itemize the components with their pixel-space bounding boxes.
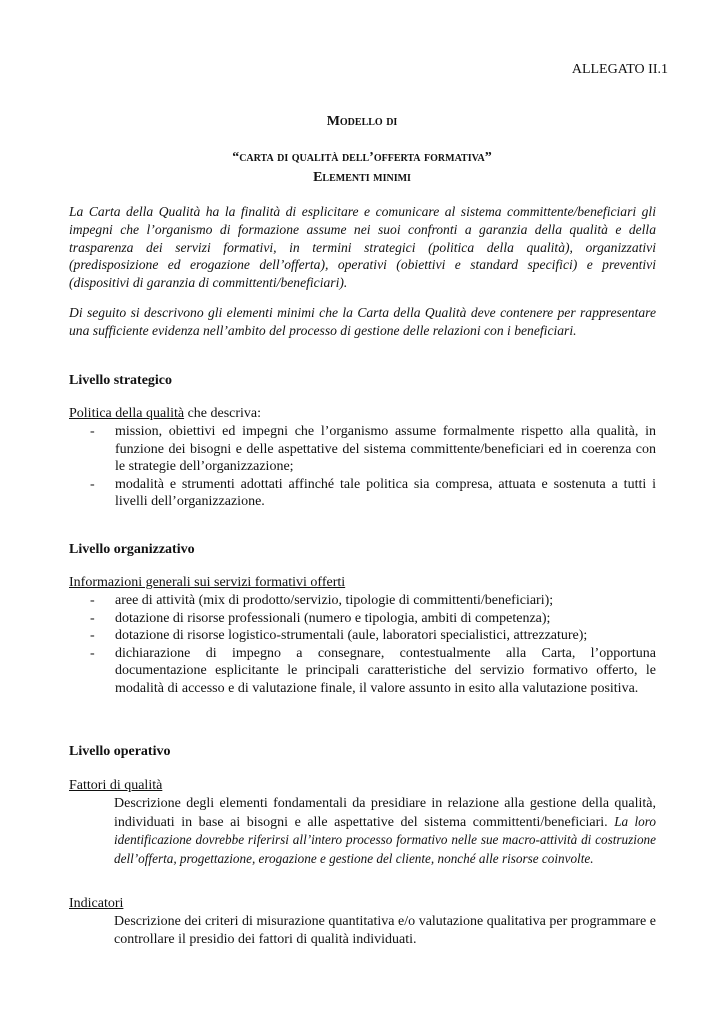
section-heading-operativo: Livello operativo [69,744,171,759]
organizzativo-list [69,592,656,698]
fattori-text: Descrizione degli elementi fondamentali da presidiare in relazione alla gestione della qualità, individuati in base ai bisogni e alle aspettative del sistema committenti/beneficiari. [114,796,656,830]
subsection-politica-rest: che descriva: [184,406,262,421]
subsection-informazioni: Informazioni generali sui servizi formativi offerti [69,575,346,590]
list-item: - dotazione di risorse logistico-strumentali (aule, laboratori specialistici, attrezzature); [69,627,656,645]
title-line-2: “carta di qualità dell’offerta formativa” [232,150,492,165]
list-item: - mission, obiettivi ed impegni che l’organismo assume formalmente rispetto alla qualità, in funzione dei bisogni e delle aspettative del sistema committente/beneficiari ed in coerenza con le strategie dell’organizzazione; [69,423,656,476]
intro-paragraph-2: Di seguito si descrivono gli elementi minimi che la Carta della Qualità deve contenere per rappresentare una sufficiente evidenza nell’ambito del processo di gestione delle relazioni con i beneficiari. [69,305,656,338]
strategico-list [69,423,656,511]
subsection-politica [69,406,261,422]
list-item: - dotazione di risorse professionali (numero e tipologia, ambiti di competenza); [69,610,656,628]
list-item: - dichiarazione di impegno a consegnare, contestualmente alla Carta, l’opportuna documentazione esplicitante le principali caratteristiche del servizio formativo offerto, le modalità di accesso e di valutazione finale, il valore assunto in esito alla valutazione positiva. [69,645,656,698]
title-line-1: Modello di [326,114,398,129]
intro-paragraph-1: La Carta della Qualità ha la finalità di esplicitare e comunicare al sistema committente/beneficiari gli impegni che l’organismo di formazione assume nei suoi confronti a garanzia della qualità e della trasparenza dei servizi formativi, in termini strategici (politica della qualità), organizzativi (predisposizione ed erogazione dell’offerta), operativi (obiettivi e standard specifici) e preventivi (dispositivi di garanzia di committenti/beneficiari). [69,204,656,291]
section-heading-organizzativo: Livello organizzativo [69,542,195,557]
title-line-3: Elementi minimi [313,170,411,185]
list-item: - modalità e strumenti adottati affinché tale politica sia compresa, attuata e sostenuta a tutti i livelli dell’organizzazione. [69,476,656,511]
subsection-fattori: Fattori di qualità [69,778,163,793]
fattori-italic-text: La loro identificazione dovrebbe riferirsi all’intero processo formativo nelle sue macro-attività di costruzione dell’offerta, progettazione, erogazione e gestione del cliente, nonché alle risorse coinvolte. [114,813,656,866]
subsection-politica-label: Politica della qualità [69,406,185,421]
attachment-label: ALLEGATO II.1 [571,62,668,77]
list-item: - aree di attività (mix di prodotto/servizio, tipologie di committenti/beneficiari); [69,592,656,610]
subsection-indicatori: Indicatori [69,896,124,911]
fattori-description [114,795,656,868]
section-heading-strategico: Livello strategico [69,373,173,388]
indicatori-description: Descrizione dei criteri di misurazione quantitativa e/o valutazione qualitativa per programmare e controllare il presidio dei fattori di qualità individuati. [114,914,656,947]
